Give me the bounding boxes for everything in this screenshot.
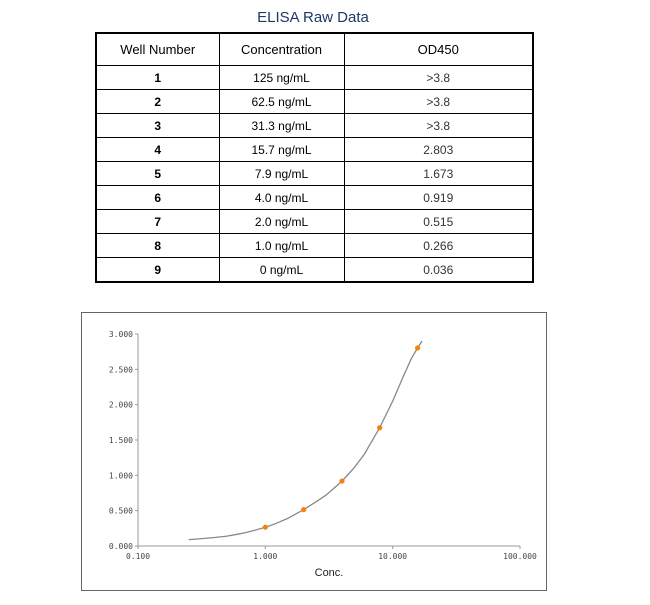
well-number-cell: 7 (96, 210, 219, 234)
table-title: ELISA Raw Data (257, 9, 369, 26)
y-tick-label: 2.500 (108, 365, 133, 375)
data-point (339, 478, 344, 483)
column-header-od450: OD450 (344, 33, 533, 66)
well-number-cell: 5 (96, 162, 219, 186)
y-tick-label: 1.000 (108, 471, 133, 481)
well-number-cell: 6 (96, 186, 219, 210)
od450-cell: 0.266 (344, 234, 533, 258)
data-point (263, 525, 268, 530)
table-row (96, 66, 533, 90)
od450-cell: 1.673 (344, 162, 533, 186)
od450-cell: 0.036 (344, 258, 533, 283)
x-tick-label: 10.000 (378, 552, 408, 561)
table-row (96, 234, 533, 258)
data-point (377, 425, 382, 430)
concentration-cell: 1.0 ng/mL (219, 234, 344, 258)
od450-cell: >3.8 (344, 66, 533, 90)
table-row (96, 114, 533, 138)
concentration-cell: 62.5 ng/mL (219, 90, 344, 114)
od450-cell: 0.919 (344, 186, 533, 210)
well-number-cell: 1 (96, 66, 219, 90)
concentration-cell: 125 ng/mL (219, 66, 344, 90)
od450-cell: >3.8 (344, 90, 533, 114)
y-tick-label: 2.000 (108, 400, 133, 410)
elisa-raw-data-table (95, 32, 534, 283)
well-number-cell: 2 (96, 90, 219, 114)
data-point (301, 507, 306, 512)
x-tick-label: 0.100 (125, 552, 151, 561)
y-tick-label: 1.500 (108, 436, 133, 445)
well-number-cell: 9 (96, 258, 219, 283)
concentration-cell: 7.9 ng/mL (219, 162, 344, 186)
chart-plot-area (82, 313, 546, 590)
x-axis-label: Conc. (314, 567, 344, 579)
y-tick-label: 0.500 (108, 506, 133, 516)
od450-cell: 2.803 (344, 138, 533, 162)
y-tick-label: 0.000 (108, 542, 133, 551)
concentration-cell: 4.0 ng/mL (219, 186, 344, 210)
x-tick-label: 1.000 (253, 552, 278, 561)
od450-cell: 0.515 (344, 210, 533, 234)
well-number-cell: 4 (96, 138, 219, 162)
table-row (96, 258, 533, 283)
table-row (96, 186, 533, 210)
concentration-cell: 0 ng/mL (219, 258, 344, 283)
data-point (415, 345, 420, 350)
well-number-cell: 8 (96, 234, 219, 258)
concentration-cell: 2.0 ng/mL (219, 210, 344, 234)
concentration-cell: 31.3 ng/mL (219, 114, 344, 138)
table-row (96, 210, 533, 234)
y-tick-label: 3.000 (108, 330, 133, 339)
table-row (96, 90, 533, 114)
od450-cell: >3.8 (344, 114, 533, 138)
well-number-cell: 3 (96, 114, 219, 138)
column-header-concentration: Concentration (219, 33, 344, 66)
x-tick-label: 100.000 (503, 552, 537, 561)
table-header-row (96, 33, 533, 66)
concentration-cell: 15.7 ng/mL (219, 138, 344, 162)
standard-curve-chart (81, 312, 547, 591)
table-row (96, 162, 533, 186)
table-row (96, 138, 533, 162)
column-header-well-number: Well Number (96, 33, 219, 66)
